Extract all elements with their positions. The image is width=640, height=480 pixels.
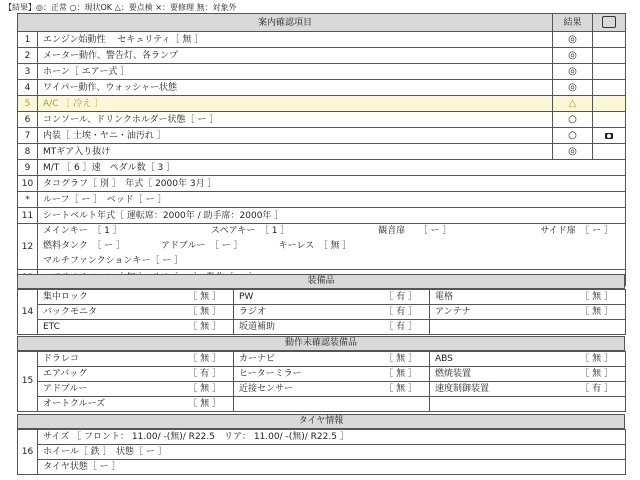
tire-title: タイヤ情報 bbox=[17, 414, 625, 429]
table-row: * ルーフ［ ー ］ ベッド［ ー ］ bbox=[18, 192, 626, 208]
keys-line-2: 燃料タンク ［ ー ］ アドブルー ［ ー ］ キーレス ［ 無 ］ bbox=[43, 241, 352, 251]
unconfirmed-row: アドブルー ［ 無 ］ 近接センサー ［ 無 ］ 速度制御装置 ［ 有 ］ bbox=[18, 382, 626, 397]
table-row: 11 シートベルト年式［ 運転席：2000年 / 助手席：2000年 ］ bbox=[18, 208, 626, 224]
camera-icon[interactable] bbox=[605, 133, 613, 139]
tire-row: 16 サイズ ［ フロント： 11.00/ -(無)/ R22.5 リア： 11.00/ -(無)/ R22.5 ］ bbox=[18, 430, 626, 445]
table-header: 案内確認項目 bbox=[18, 14, 553, 32]
inspection-table bbox=[17, 13, 626, 286]
tire-row bbox=[18, 460, 626, 475]
table-row: 2 メーター動作、警告灯、各ランプ ◎ bbox=[18, 48, 626, 64]
table-row: 8 MTギア入り抜け ◎ bbox=[18, 144, 626, 160]
table-row: 1 エンジン始動性 セキュリティ［ 無 ］ ◎ bbox=[18, 32, 626, 48]
equipment-row: ETC ［ 無 ］ 坂道補助 ［ 有 ］ bbox=[18, 320, 626, 335]
equipment-title: 装備品 bbox=[17, 274, 625, 289]
photo-cell[interactable] bbox=[593, 128, 626, 144]
tire-size: サイズ ［ フロント： 11.00/ -(無)/ R22.5 リア： 11.00/ -(無)/ R22.5 ］ bbox=[38, 430, 626, 445]
unconfirmed-section bbox=[17, 336, 625, 412]
photo-header bbox=[593, 14, 626, 32]
table-row: 6 コンソール、ドリンクホルダー状態［ ー ］ ○ bbox=[18, 112, 626, 128]
unconfirmed-title: 動作未確認装備品 bbox=[17, 336, 625, 351]
unconfirmed-row: オートクルーズ ［ 無 ］ bbox=[18, 397, 626, 412]
tire-wheel: ホイール［ 鉄 ］ 状態［ ー ］ bbox=[38, 445, 626, 460]
equipment-section bbox=[17, 274, 625, 335]
tire-section bbox=[17, 414, 625, 475]
equipment-row: 14 集中ロック ［ 無 ］ PW ［ 有 ］ 電格 ［ 無 ］ bbox=[18, 290, 626, 305]
keys-line-1: メインキー ［ 1 ］ スペアキー ［ 1 ］ 観音扉 ［ ー ］ サイド扉 ［ ー ］ bbox=[43, 226, 614, 236]
table-row-highlight: 5 A/C ［ 冷え ］ △ bbox=[18, 96, 626, 112]
result-legend: 【結果】◎：正常 ○：現状OK △：要点検 ×：要修理 無：対象外 bbox=[4, 3, 237, 12]
photo-icon bbox=[602, 16, 616, 28]
table-row: 7 内装［ 土埃・ヤニ・油汚れ ］ ○ bbox=[18, 128, 626, 144]
result-header: 結果 bbox=[553, 14, 593, 32]
unconfirmed-row: エアバッグ ［ 有 ］ ヒーターミラー ［ 無 ］ 燃焼装置 ［ 無 ］ bbox=[18, 367, 626, 382]
table-row: 9 M/T ［ 6 ］速 ペダル数［ 3 ］ bbox=[18, 160, 626, 176]
tire-row bbox=[18, 445, 626, 460]
equipment-row: バックモニタ ［ 無 ］ ラジオ ［ 有 ］ アンテナ ［ 無 ］ bbox=[18, 305, 626, 320]
keys-row: 12 メインキー ［ 1 ］ スペアキー ［ 1 ］ 観音扉 ［ ー ］ サイド扉 ［ ー ］ 燃料タンク ［ ー ］ アドブルー ［ ー ］ キーレス ［ 無 ］ マルチファンクションキー［ ー ］ bbox=[18, 224, 626, 270]
keys-line-3: マルチファンクションキー［ ー ］ bbox=[43, 256, 184, 266]
unconfirmed-row: 15 ドラレコ ［ 無 ］ カーナビ ［ 無 ］ ABS ［ 無 ］ bbox=[18, 352, 626, 367]
table-row: 4 ワイパー動作、ウォッシャー状態 ◎ bbox=[18, 80, 626, 96]
table-row: 3 ホーン［ エアー式 ］ ◎ bbox=[18, 64, 626, 80]
tire-condition: タイヤ状態［ ー ］ bbox=[38, 460, 626, 475]
table-row: 10 タコグラフ［ 別 ］ 年式［ 2000年 3月 ］ bbox=[18, 176, 626, 192]
